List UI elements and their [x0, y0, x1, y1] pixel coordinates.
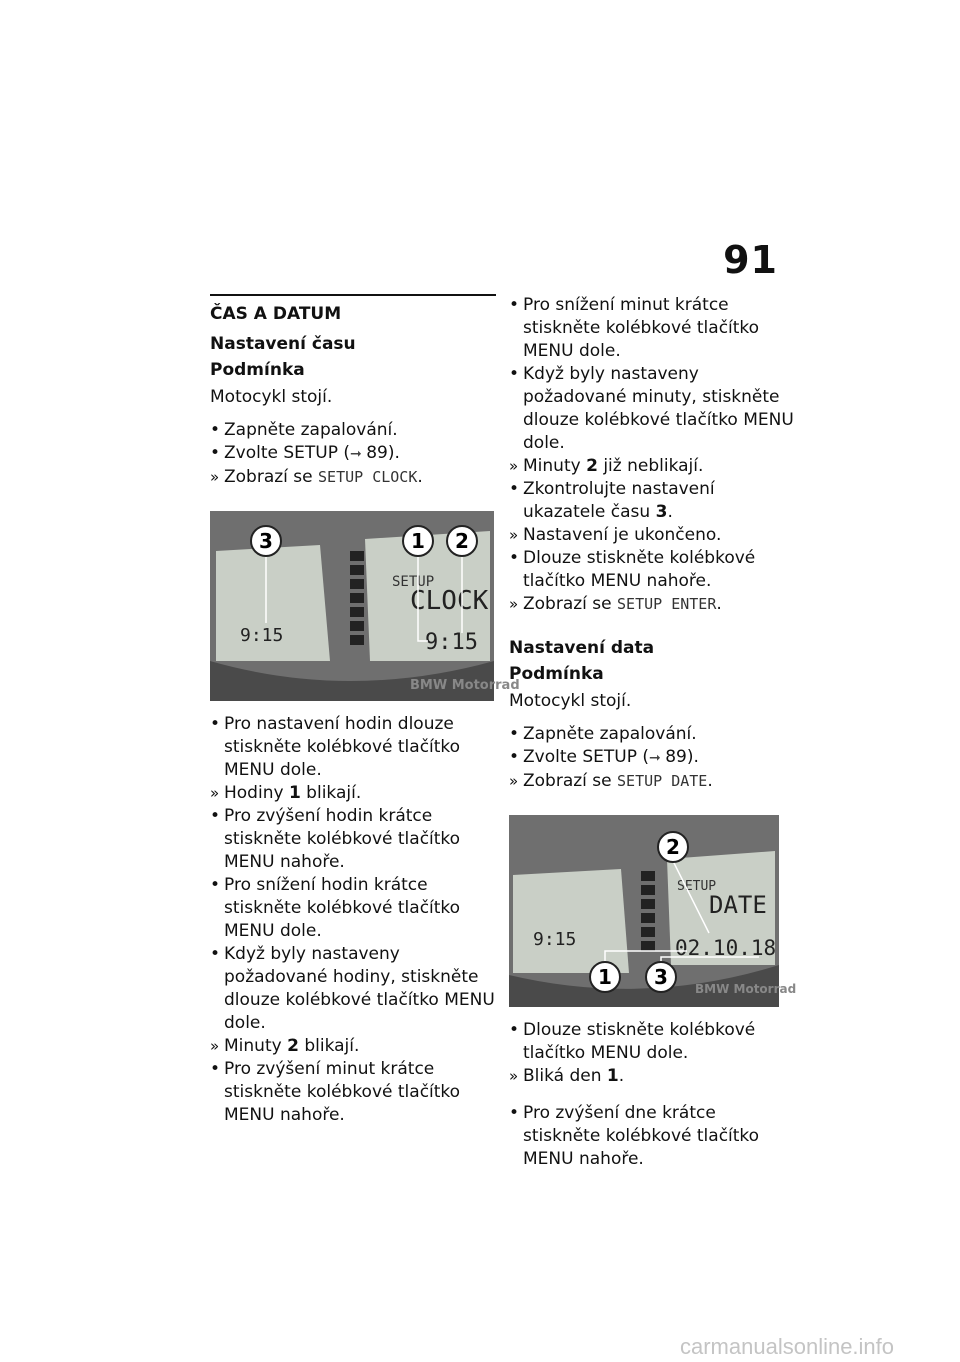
result-step [509, 455, 795, 478]
lcd-mode-label: DATE [709, 891, 767, 919]
step-text: Dlouze stiskněte kolébkové tlačítko MENU nahoře. [523, 548, 756, 591]
step-pre: Hodiny [224, 783, 289, 803]
instruction-step [509, 723, 795, 746]
instruction-step [210, 442, 496, 466]
step-text: Když byly nastaveny požadované hodiny, stiskněte dlouze kolébkové tlačítko MENU dole. [224, 944, 495, 1033]
callout-2 [658, 832, 688, 862]
step-text: Když byly nastaveny požadované minuty, stiskněte dlouze kolébkové tlačítko MENU dole. [523, 364, 794, 453]
watermark: carmanualsonline.info [680, 1334, 895, 1359]
lcd-date: 02.10.18 [675, 936, 777, 960]
lcd-mode-label: CLOCK [410, 586, 489, 616]
instruction-step [509, 294, 795, 363]
instruction-step [210, 805, 496, 874]
step-text: Zkontrolujte nastavení ukazatele času [523, 479, 715, 522]
callout-3 [646, 962, 676, 992]
lcd-setup-label: SETUP [392, 574, 435, 590]
svg-text:2: 2 [455, 529, 469, 553]
lcd-left [513, 869, 629, 973]
step-post: již neblikají. [597, 456, 704, 476]
step-pre: Zvolte SETUP ( [523, 747, 650, 767]
step-ref: 89 [665, 747, 687, 767]
step-pre: Zobrazí se [523, 771, 618, 791]
rpm-bar-segments [350, 551, 364, 645]
cross-reference-arrow-icon: ➞ [649, 750, 666, 766]
section-title: ČAS A DATUM [210, 304, 342, 324]
step-pre: Bliká den [523, 1066, 607, 1086]
lcd-setup-label: SETUP [677, 879, 717, 894]
result-step [509, 1065, 795, 1088]
step-pre: Zvolte SETUP ( [224, 443, 351, 463]
date-condition-text: Motocykl stojí. [509, 691, 632, 711]
clock-steps-before [210, 419, 496, 489]
cross-reference-arrow-icon: ➞ [350, 446, 367, 462]
instruction-step [509, 478, 795, 524]
clock-steps-after-right [509, 294, 795, 616]
callout-1 [403, 526, 433, 556]
svg-text:3: 3 [259, 529, 273, 553]
right-column [509, 294, 795, 1185]
step-post: . [707, 771, 713, 791]
step-text: Zapněte zapalování. [224, 420, 398, 440]
lcd-clock-time: 9:15 [425, 630, 478, 655]
step-code: SETUP ENTER [617, 595, 717, 613]
step-post: . [618, 1066, 625, 1086]
step-num: 2 [287, 1036, 299, 1056]
result-step [509, 593, 795, 616]
clock-steps-after-left [210, 713, 496, 1127]
instruction-step [509, 1102, 795, 1171]
step-post: blikají. [300, 783, 362, 803]
step-pre: Zobrazí se [523, 594, 618, 614]
step-num: 1 [606, 1066, 619, 1086]
clock-heading: Nastavení času [210, 334, 356, 354]
instruction-step [509, 746, 795, 770]
date-steps-after-2 [509, 1102, 795, 1171]
step-code: SETUP DATE [617, 772, 708, 790]
result-step [509, 770, 795, 793]
step-text: Pro snížení minut krátce stiskněte kolébkové tlačítko MENU dole. [523, 295, 760, 361]
step-text: Pro nastavení hodin dlouze stiskněte kolébkové tlačítko MENU dole. [224, 714, 461, 780]
result-step [210, 1035, 496, 1058]
step-text: Pro zvýšení minut krátce stiskněte kolébkové tlačítko MENU nahoře. [224, 1059, 461, 1125]
date-heading: Nastavení data [509, 638, 655, 658]
brand-logo: BMW Motorrad [695, 982, 797, 996]
result-step [509, 524, 795, 547]
step-text: Pro zvýšení hodin krátce stiskněte kolébkové tlačítko MENU nahoře. [224, 806, 461, 872]
date-setup-figure [509, 815, 797, 1007]
step-post: ). [387, 443, 400, 463]
step-text: Nastavení je ukončeno. [523, 525, 722, 545]
step-text: Zapněte zapalování. [523, 724, 697, 744]
callout-1 [590, 962, 620, 992]
date-steps-after-1 [509, 1019, 795, 1088]
callout-3 [251, 526, 281, 556]
step-post: . [667, 502, 673, 522]
callout-2 [447, 526, 477, 556]
result-step [210, 782, 496, 805]
instruction-step [509, 547, 795, 593]
instruction-step [509, 1019, 795, 1065]
lcd-small-time: 9:15 [240, 625, 284, 646]
clock-setup-figure [210, 511, 520, 701]
page-number: 91 [723, 238, 778, 282]
step-post: blikají. [298, 1036, 360, 1056]
instruction-step [210, 419, 496, 442]
step-code: SETUP CLOCK [318, 468, 418, 486]
step-pre: Minuty [224, 1036, 288, 1056]
brand-logo: BMW Motorrad [410, 678, 520, 693]
step-text: Pro snížení hodin krátce stiskněte kolébkové tlačítko MENU dole. [224, 875, 461, 941]
section-rule [210, 294, 496, 296]
date-condition-heading: Podmínka [509, 664, 604, 684]
instruction-step [210, 874, 496, 943]
step-post: . [716, 594, 722, 614]
step-text: Dlouze stiskněte kolébkové tlačítko MENU dole. [523, 1020, 756, 1063]
clock-condition-heading: Podmínka [210, 360, 305, 380]
svg-text:2: 2 [666, 835, 680, 859]
step-pre: Minuty [523, 456, 587, 476]
instruction-step [210, 713, 496, 782]
svg-text:1: 1 [598, 965, 612, 989]
instruction-step [509, 363, 795, 455]
lcd-small-time: 9:15 [533, 929, 577, 950]
step-num: 3 [655, 502, 668, 522]
step-post: . [417, 467, 423, 487]
result-step [210, 466, 496, 489]
step-num: 2 [586, 456, 598, 476]
instruction-step [210, 943, 496, 1035]
step-pre: Zobrazí se [224, 467, 319, 487]
svg-text:1: 1 [411, 529, 425, 553]
instruction-step [210, 1058, 496, 1127]
step-text: Pro zvýšení dne krátce stiskněte kolébkové tlačítko MENU nahoře. [523, 1103, 760, 1169]
step-post: ). [686, 747, 699, 767]
clock-condition-text: Motocykl stojí. [210, 387, 333, 407]
step-num: 1 [288, 783, 301, 803]
left-column [210, 294, 520, 1141]
svg-text:3: 3 [654, 965, 668, 989]
step-ref: 89 [366, 443, 388, 463]
date-steps-before [509, 723, 795, 793]
